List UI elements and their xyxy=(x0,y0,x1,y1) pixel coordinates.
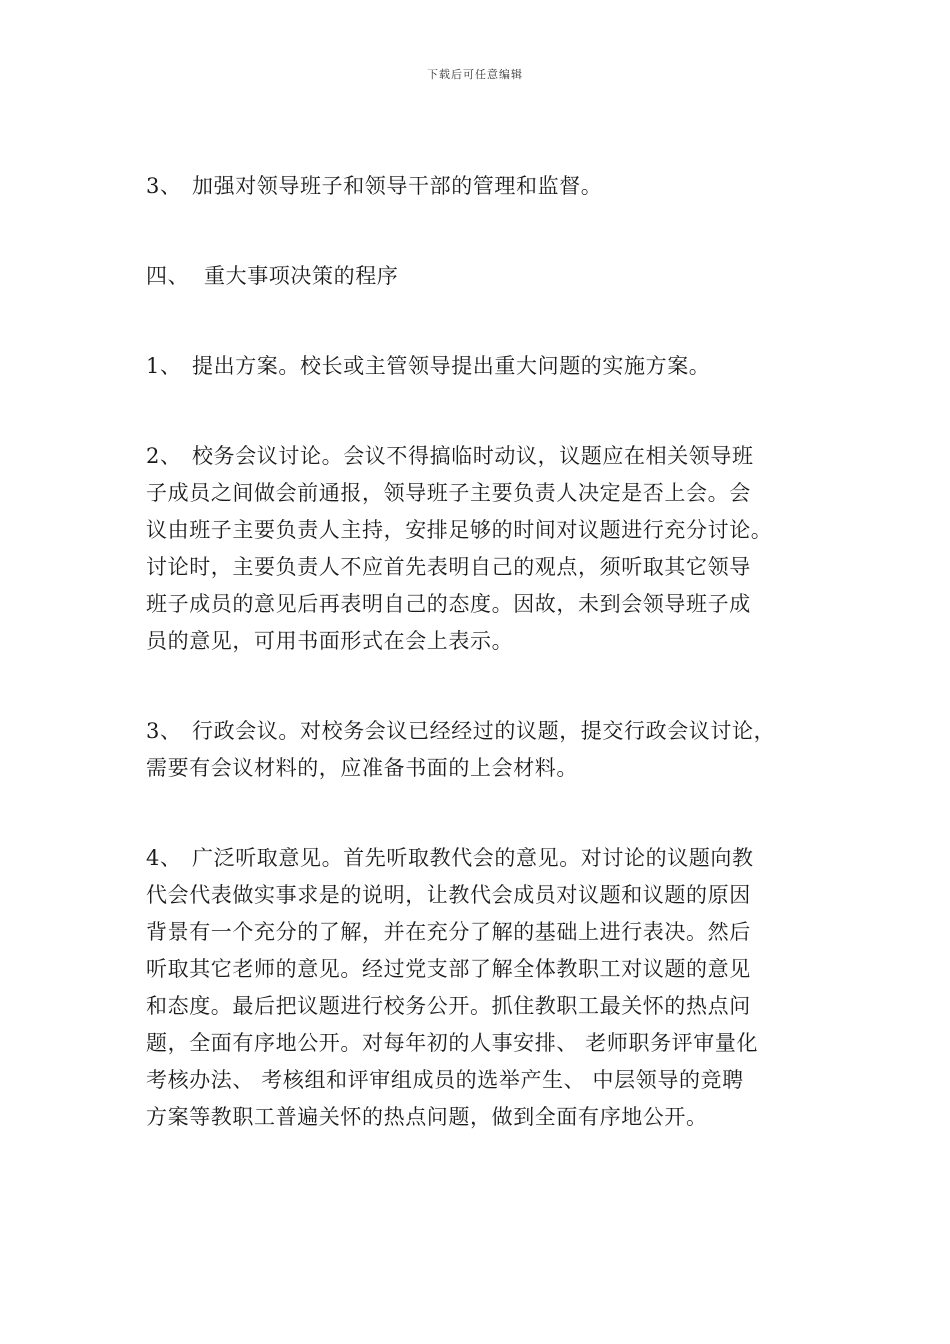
paragraph-line-text: 广泛听取意见。首先听取教代会的意见。对讨论的议题向教 xyxy=(192,846,754,870)
paragraph-line-text: 校务会议讨论。会议不得搞临时动议，议题应在相关领导班 xyxy=(192,444,754,468)
paragraph-number: 3、 xyxy=(146,174,182,198)
section-title: 重大事项决策的程序 xyxy=(204,264,399,288)
paragraph-number: 2、 xyxy=(146,444,182,468)
page-header-note: 下载后可任意编辑 xyxy=(427,68,523,81)
paragraph-line: 讨论时，主要负责人不应首先表明自己的观点，须听取其它领导 xyxy=(146,555,751,579)
document-body xyxy=(146,168,826,1136)
paragraph-line: 考核办法、 考核组和评审组成员的选举产生、 中层领导的竞聘 xyxy=(146,1068,744,1092)
paragraph-line: 背景有一个充分的了解，并在充分了解的基础上进行表决。然后 xyxy=(146,920,751,944)
paragraph-number: 1、 xyxy=(146,354,182,378)
paragraph-1-proposal xyxy=(146,348,826,385)
paragraph-line: 听取其它老师的意见。经过党支部了解全体教职工对议题的意见 xyxy=(146,957,751,981)
paragraph-line xyxy=(146,438,826,475)
paragraph-line: 子成员之间做会前通报，领导班子主要负责人决定是否上会。会 xyxy=(146,481,751,505)
paragraph-line: 方案等教职工普遍关怀的热点问题，做到全面有序地公开。 xyxy=(146,1105,708,1129)
paragraph-line: 议由班子主要负责人主持，安排足够的时间对议题进行充分讨论。 xyxy=(146,518,773,542)
paragraph-line-text: 行政会议。对校务会议已经经过的议题，提交行政会议讨论， xyxy=(192,719,776,743)
paragraph-line: 员的意见，可用书面形式在会上表示。 xyxy=(146,629,514,653)
paragraph-4-listen-to-opinions xyxy=(146,840,826,1136)
paragraph-3-administrative-meeting xyxy=(146,713,826,787)
section-heading-4 xyxy=(146,258,826,295)
paragraph-line xyxy=(146,840,826,877)
paragraph-number: 4、 xyxy=(146,846,182,870)
paragraph-number: 3、 xyxy=(146,719,182,743)
paragraph-3-oversight xyxy=(146,168,826,205)
paragraph-text: 提出方案。校长或主管领导提出重大问题的实施方案。 xyxy=(192,354,711,378)
paragraph-line: 题，全面有序地公开。对每年初的人事安排、 老师职务评审量化 xyxy=(146,1031,759,1055)
paragraph-2-school-affairs-meeting xyxy=(146,438,826,660)
paragraph-text: 加强对领导班子和领导干部的管理和监督。 xyxy=(192,174,603,198)
paragraph-line: 和态度。最后把议题进行校务公开。抓住教职工最关怀的热点问 xyxy=(146,994,751,1018)
paragraph-line xyxy=(146,713,826,750)
paragraph-line: 代会代表做实事求是的说明，让教代会成员对议题和议题的原因 xyxy=(146,883,751,907)
section-number: 四、 xyxy=(146,264,190,288)
paragraph-line: 班子成员的意见后再表明自己的态度。因故，未到会领导班子成 xyxy=(146,592,751,616)
paragraph-line: 需要有会议材料的，应准备书面的上会材料。 xyxy=(146,756,578,780)
